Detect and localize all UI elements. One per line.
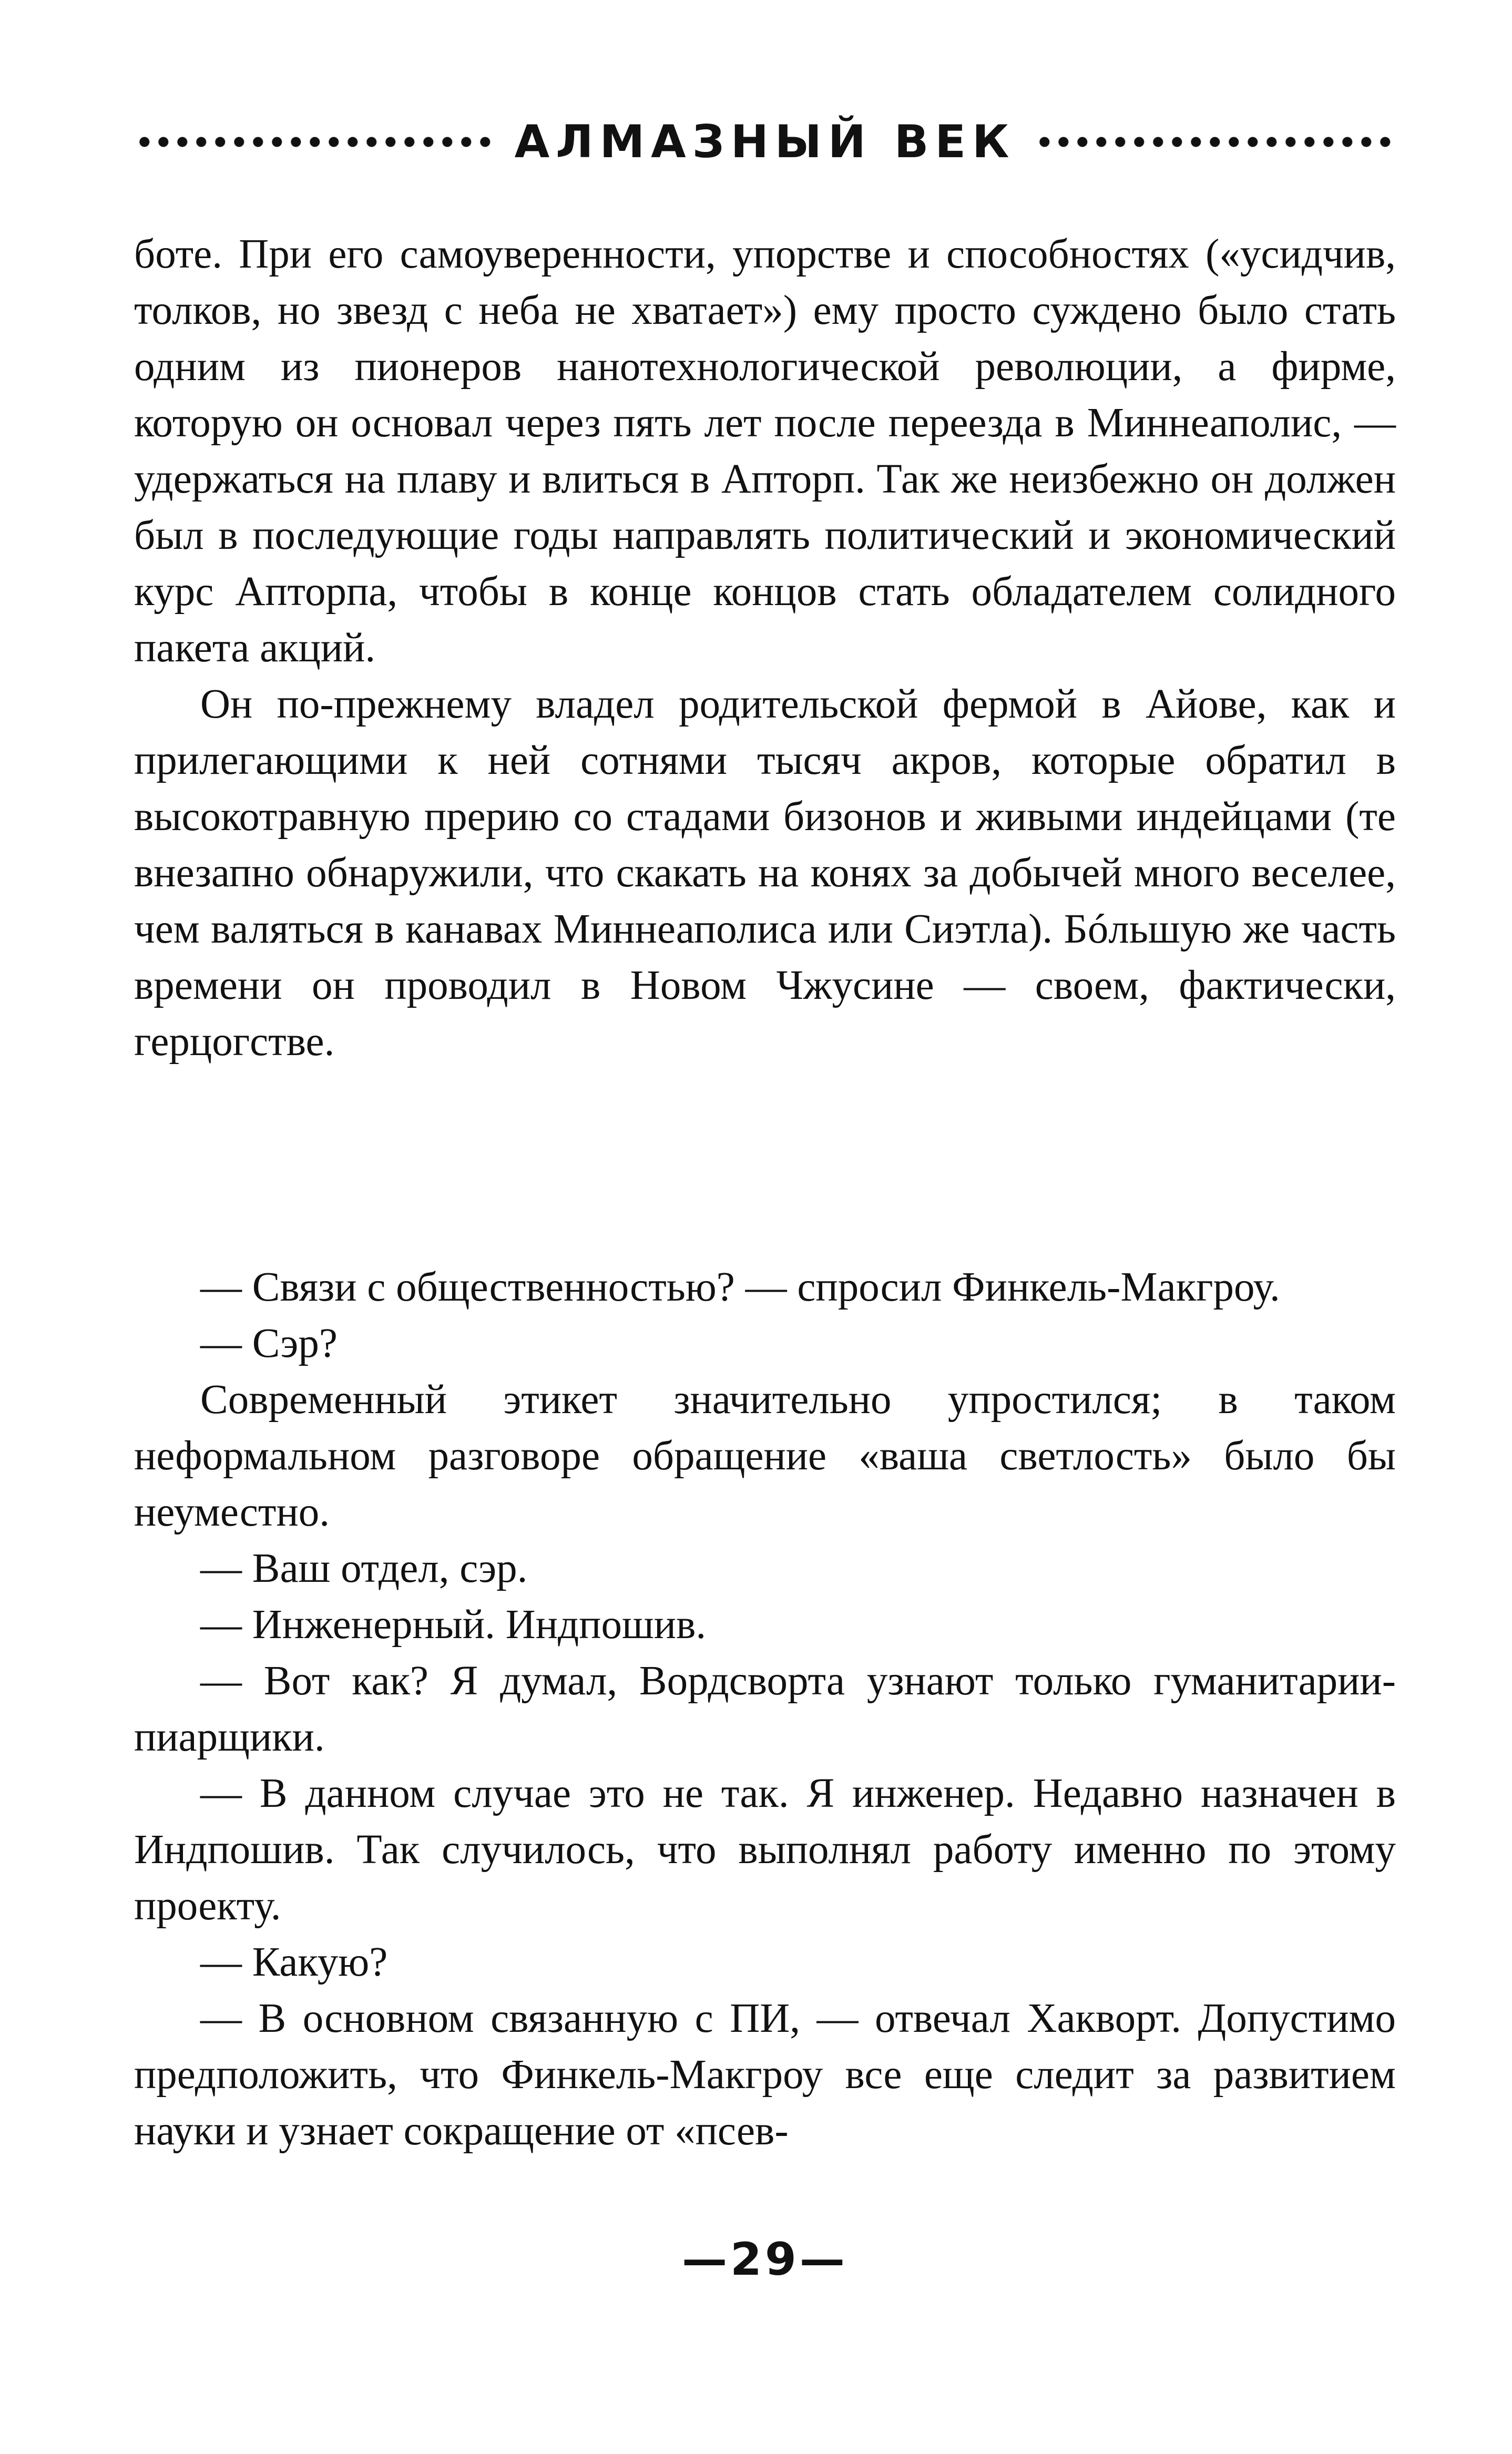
page-number: —29—: [682, 2233, 848, 2286]
dialogue-line: — В основном связанную с ПИ, — отвечал Хакворт. Допустимо предположить, что Финкель-Макгроу все еще следит за развитием науки и узнает сокращение от «псев-: [134, 1996, 1396, 2154]
paragraph: боте. При его самоуверенности, упорстве и способностях («усидчив, толков, но звезд с неба не хватает») ему просто суждено было стать одним из пионеров нанотехнологической революции, а фирме, которую он основал через пять лет после переезда в Миннеаполис, — удержаться на плаву и влиться в Апторп. Так же неизбежно он должен был в последующие годы направлять политический и экономический курс Апторпа, чтобы в конце концов стать обладателем солидного пакета акций.: [134, 231, 1396, 671]
dialogue-line: — В данном случае это не так. Я инженер. Недавно назначен в Индпошив. Так случилось, что выполнял работу именно по этому проекту.: [134, 1771, 1396, 1929]
running-header: [134, 113, 1396, 171]
header-dots-left: [134, 136, 496, 148]
dialogue-line: — Сэр?: [200, 1321, 338, 1366]
paragraph: Он по-прежнему владел родительской фермой в Айове, как и прилегающими к ней сотнями тысяч акров, которые обратил в высокотравную прерию со стадами бизонов и живыми индейцами (те внезапно обнаружили, что скакать на конях за добычей много веселее, чем валяться в канавах Миннеаполиса или Сиэтла). Бóльшую же часть времени он проводил в Новом Чжусине — своем, фактически, герцогстве.: [134, 681, 1396, 1065]
book-page: [134, 0, 1396, 2454]
dialogue-line: — Ваш отдел, сэр.: [200, 1546, 528, 1591]
dialogue-line: — Связи с общественностью? — спросил Финкель-Макгроу.: [200, 1264, 1280, 1310]
paragraph: Современный этикет значительно упростился; в таком неформальном разговоре обращение «ваша светлость» было бы неуместно.: [134, 1377, 1396, 1535]
dialogue-line: — Вот как? Я думал, Вордсворта узнают только гуманитарии-пиарщики.: [134, 1658, 1396, 1760]
dialogue-line: — Инженерный. Индпошив.: [200, 1602, 707, 1648]
dialogue-line: — Какую?: [200, 1939, 388, 1985]
running-header-title: АЛМАЗНЫЙ ВЕК: [514, 116, 1016, 168]
text-section-2: [134, 1259, 1396, 2159]
text-section-1: [134, 226, 1396, 1070]
header-dots-right: [1034, 136, 1396, 148]
